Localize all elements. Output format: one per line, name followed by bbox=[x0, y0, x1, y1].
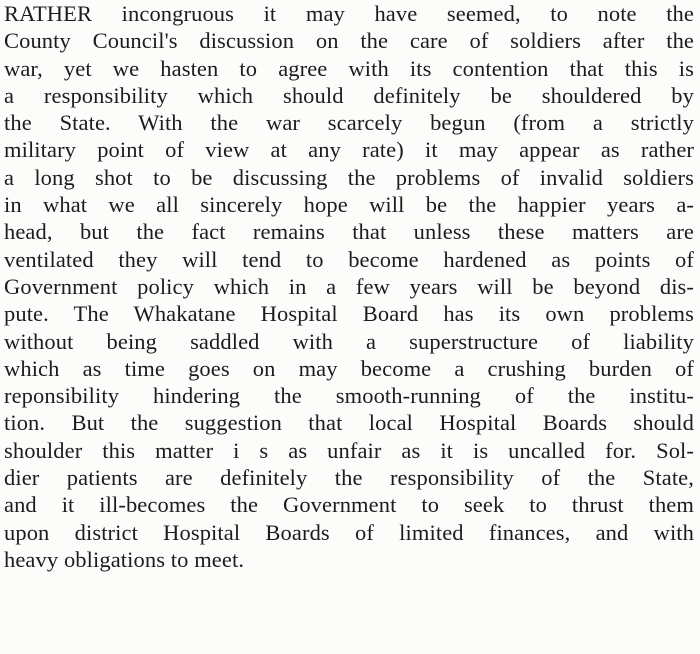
article-line: in what we all sincerely hope will be the happier years a- bbox=[4, 192, 694, 218]
article-line: heavy obligations to meet. bbox=[4, 546, 245, 572]
article-line: head, but the fact remains that unless these matters are bbox=[4, 219, 694, 245]
article-line: Government policy which in a few years will be beyond dis- bbox=[4, 273, 694, 299]
article-line: County Council's discussion on the care of soldiers after the bbox=[4, 28, 694, 54]
article-line: the State. With the war scarcely begun (from a strictly bbox=[4, 110, 694, 136]
article-line: military point of view at any rate) it may appear as rather bbox=[4, 137, 694, 163]
article-line: a long shot to be discussing the problems of invalid soldiers bbox=[4, 164, 694, 190]
article-line: ventilated they will tend to become hardened as points of bbox=[4, 246, 694, 272]
article-line: dier patients are definitely the responsibility of the State, bbox=[4, 465, 694, 491]
article-line: pute. The Whakatane Hospital Board has its own problems bbox=[4, 301, 694, 327]
article-line: and it ill-becomes the Government to seek to thrust them bbox=[4, 492, 694, 518]
article-line: reponsibility hindering the smooth-running of the institu- bbox=[4, 383, 694, 409]
article-line: a responsibility which should definitely be shouldered by bbox=[4, 82, 694, 108]
article-line: war, yet we hasten to agree with its contention that this is bbox=[4, 55, 694, 81]
article-line: shoulder this matter i s as unfair as it is uncalled for. Sol- bbox=[4, 437, 694, 463]
article-line: tion. But the suggestion that local Hospital Boards should bbox=[4, 410, 694, 436]
article-line: without being saddled with a superstructure of liability bbox=[4, 328, 694, 354]
article-body bbox=[4, 0, 694, 573]
article-line: which as time goes on may become a crushing burden of bbox=[4, 355, 694, 381]
article-line: upon district Hospital Boards of limited finances, and with bbox=[4, 519, 694, 545]
article-line: RATHER incongruous it may have seemed, to note the bbox=[4, 1, 694, 26]
